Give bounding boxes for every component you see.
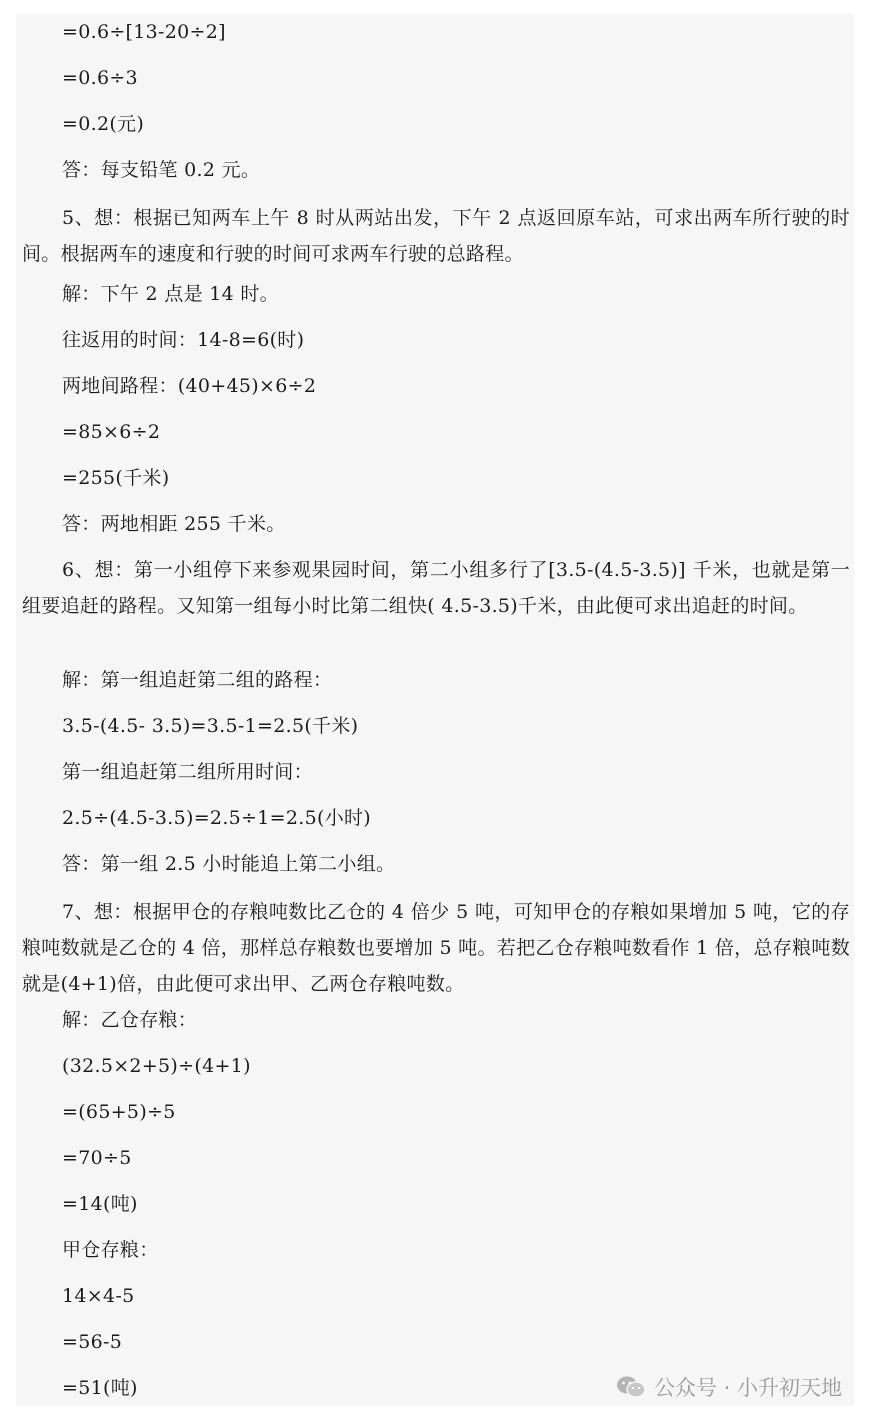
q5-solution-line: 解：下午 2 点是 14 时。 [62,283,279,305]
q5-solution-line: 两地间路程：(40+45)×6÷2 [62,375,317,397]
q6-solution-line: 解：第一组追赶第二组的路程： [62,669,333,691]
q6-think-paragraph: 6、想：第一小组停下来参观果园时间，第二小组多行了[3.5-(4.5-3.5)] 千米，也就是第一组要追赶的路程。又知第一组每小时比第二组快( 4.5-3.5)千米，由此便可求出追赶的时间。 [22,559,850,617]
q7-solution-line: =(65+5)÷5 [62,1101,176,1123]
q7-solution-line: (32.5×2+5)÷(4+1) [62,1055,251,1077]
wechat-icon [616,1375,646,1399]
q7-solution-line: 14×4-5 [62,1285,135,1307]
q7-solution-line: =51(吨) [62,1377,138,1399]
q5-answer-line: 答：两地相距 255 千米。 [62,513,286,535]
watermark [616,1372,842,1402]
q7-solution-line: =70÷5 [62,1147,132,1169]
q5-solution-line: 往返用的时间：14-8=6(时) [62,329,305,351]
q6-solution-line: 第一组追赶第二组所用时间： [62,761,313,783]
q5-solution-line: =255(千米) [62,467,170,489]
text-line: =0.6÷3 [62,67,138,89]
q5-solution-line: =85×6÷2 [62,421,161,443]
q7-solution-line: =56-5 [62,1331,123,1353]
q7-solution-line: =14(吨) [62,1193,138,1215]
watermark-text: 公众号 · 小升初天地 [653,1376,842,1400]
text-line: =0.6÷[13-20÷2] [62,21,226,43]
q6-solution-line: 3.5-(4.5- 3.5)=3.5-1=2.5(千米) [62,715,359,737]
q5-think-paragraph: 5、想：根据已知两车上午 8 时从两站出发，下午 2 点返回原车站，可求出两车所行驶的时间。根据两车的速度和行驶的时间可求两车行驶的总路程。 [22,207,850,265]
text-line: =0.2(元) [62,113,145,135]
q7-solution-line: 甲仓存粮： [62,1239,159,1261]
answer-line: 答：每支铅笔 0.2 元。 [62,159,261,181]
q7-think-paragraph: 7、想：根据甲仓的存粮吨数比乙仓的 4 倍少 5 吨，可知甲仓的存粮如果增加 5 吨，它的存粮吨数就是乙仓的 4 倍，那样总存粮数也要增加 5 吨。若把乙仓存粮吨数看作 1 倍，总存粮吨数就是(4+1)倍，由此便可求出甲、乙两仓存粮吨数。 [22,901,850,995]
q6-answer-line: 答：第一组 2.5 小时能追上第二小组。 [62,853,396,875]
q6-solution-line: 2.5÷(4.5-3.5)=2.5÷1=2.5(小时) [62,807,372,829]
q7-solution-line: 解：乙仓存粮： [62,1009,198,1031]
